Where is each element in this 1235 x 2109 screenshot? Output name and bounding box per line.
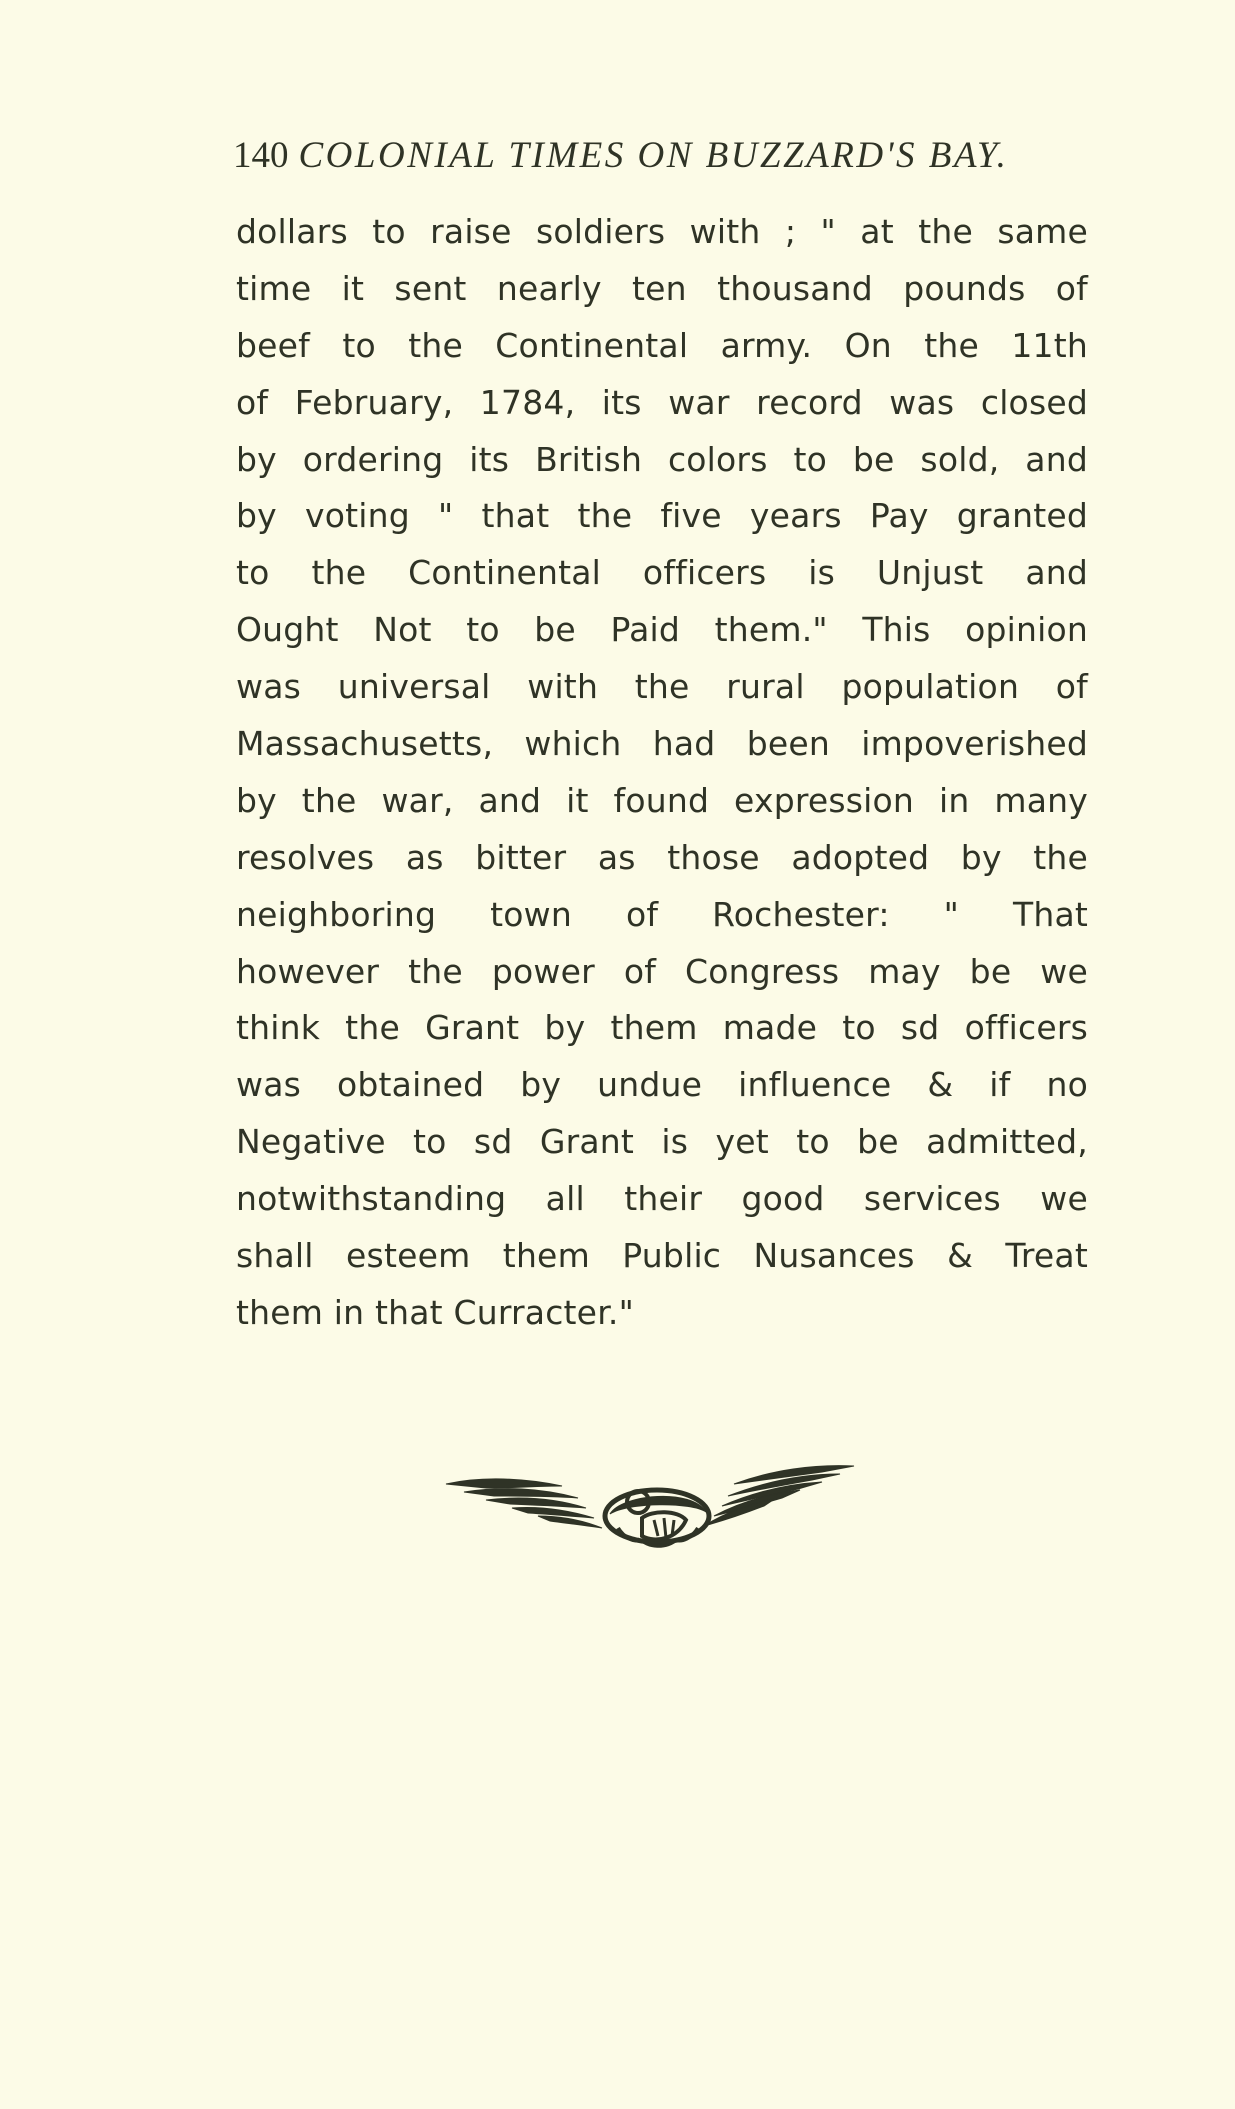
text-line: was obtained by undue influence & if no <box>236 1065 1088 1105</box>
text-line: resolves as bitter as those adopted by the <box>236 837 1088 877</box>
text-line: by ordering its British colors to be sold, and <box>236 439 1088 479</box>
text-line: notwithstanding all their good services we <box>236 1179 1088 1219</box>
eagle-tailpiece-icon <box>442 1458 858 1552</box>
page-number: 140 <box>233 135 289 176</box>
text-line: however the power of Congress may be we <box>236 951 1088 991</box>
text-line: to the Continental officers is Unjust and <box>236 553 1088 593</box>
running-head <box>233 134 1091 178</box>
text-line: dollars to raise soldiers with ; " at the same <box>236 212 1088 251</box>
text-line: beef to the Continental army. On the 11th <box>236 325 1088 365</box>
text-line: of February, 1784, its war record was closed <box>236 382 1088 422</box>
text-line: Ought Not to be Paid them." This opinion <box>236 610 1088 650</box>
text-line: Negative to sd Grant is yet to be admitted, <box>236 1122 1088 1162</box>
text-line-last: them in that Curracter." <box>236 1292 634 1332</box>
running-title: COLONIAL TIMES ON BUZZARD'S BAY. <box>298 135 1009 176</box>
text-line: Massachusetts, which had been impoverished <box>236 724 1088 764</box>
text-line: neighboring town of Rochester: " That <box>236 894 1088 934</box>
text-line: by the war, and it found expression in many <box>236 780 1088 820</box>
text-line: think the Grant by them made to sd officers <box>236 1008 1088 1048</box>
body-text <box>236 204 1088 1342</box>
text-line: shall esteem them Public Nusances & Treat <box>236 1236 1088 1276</box>
text-line: was universal with the rural population of <box>236 667 1088 707</box>
text-line: by voting " that the five years Pay granted <box>236 496 1088 536</box>
text-line: time it sent nearly ten thousand pounds of <box>236 268 1088 308</box>
